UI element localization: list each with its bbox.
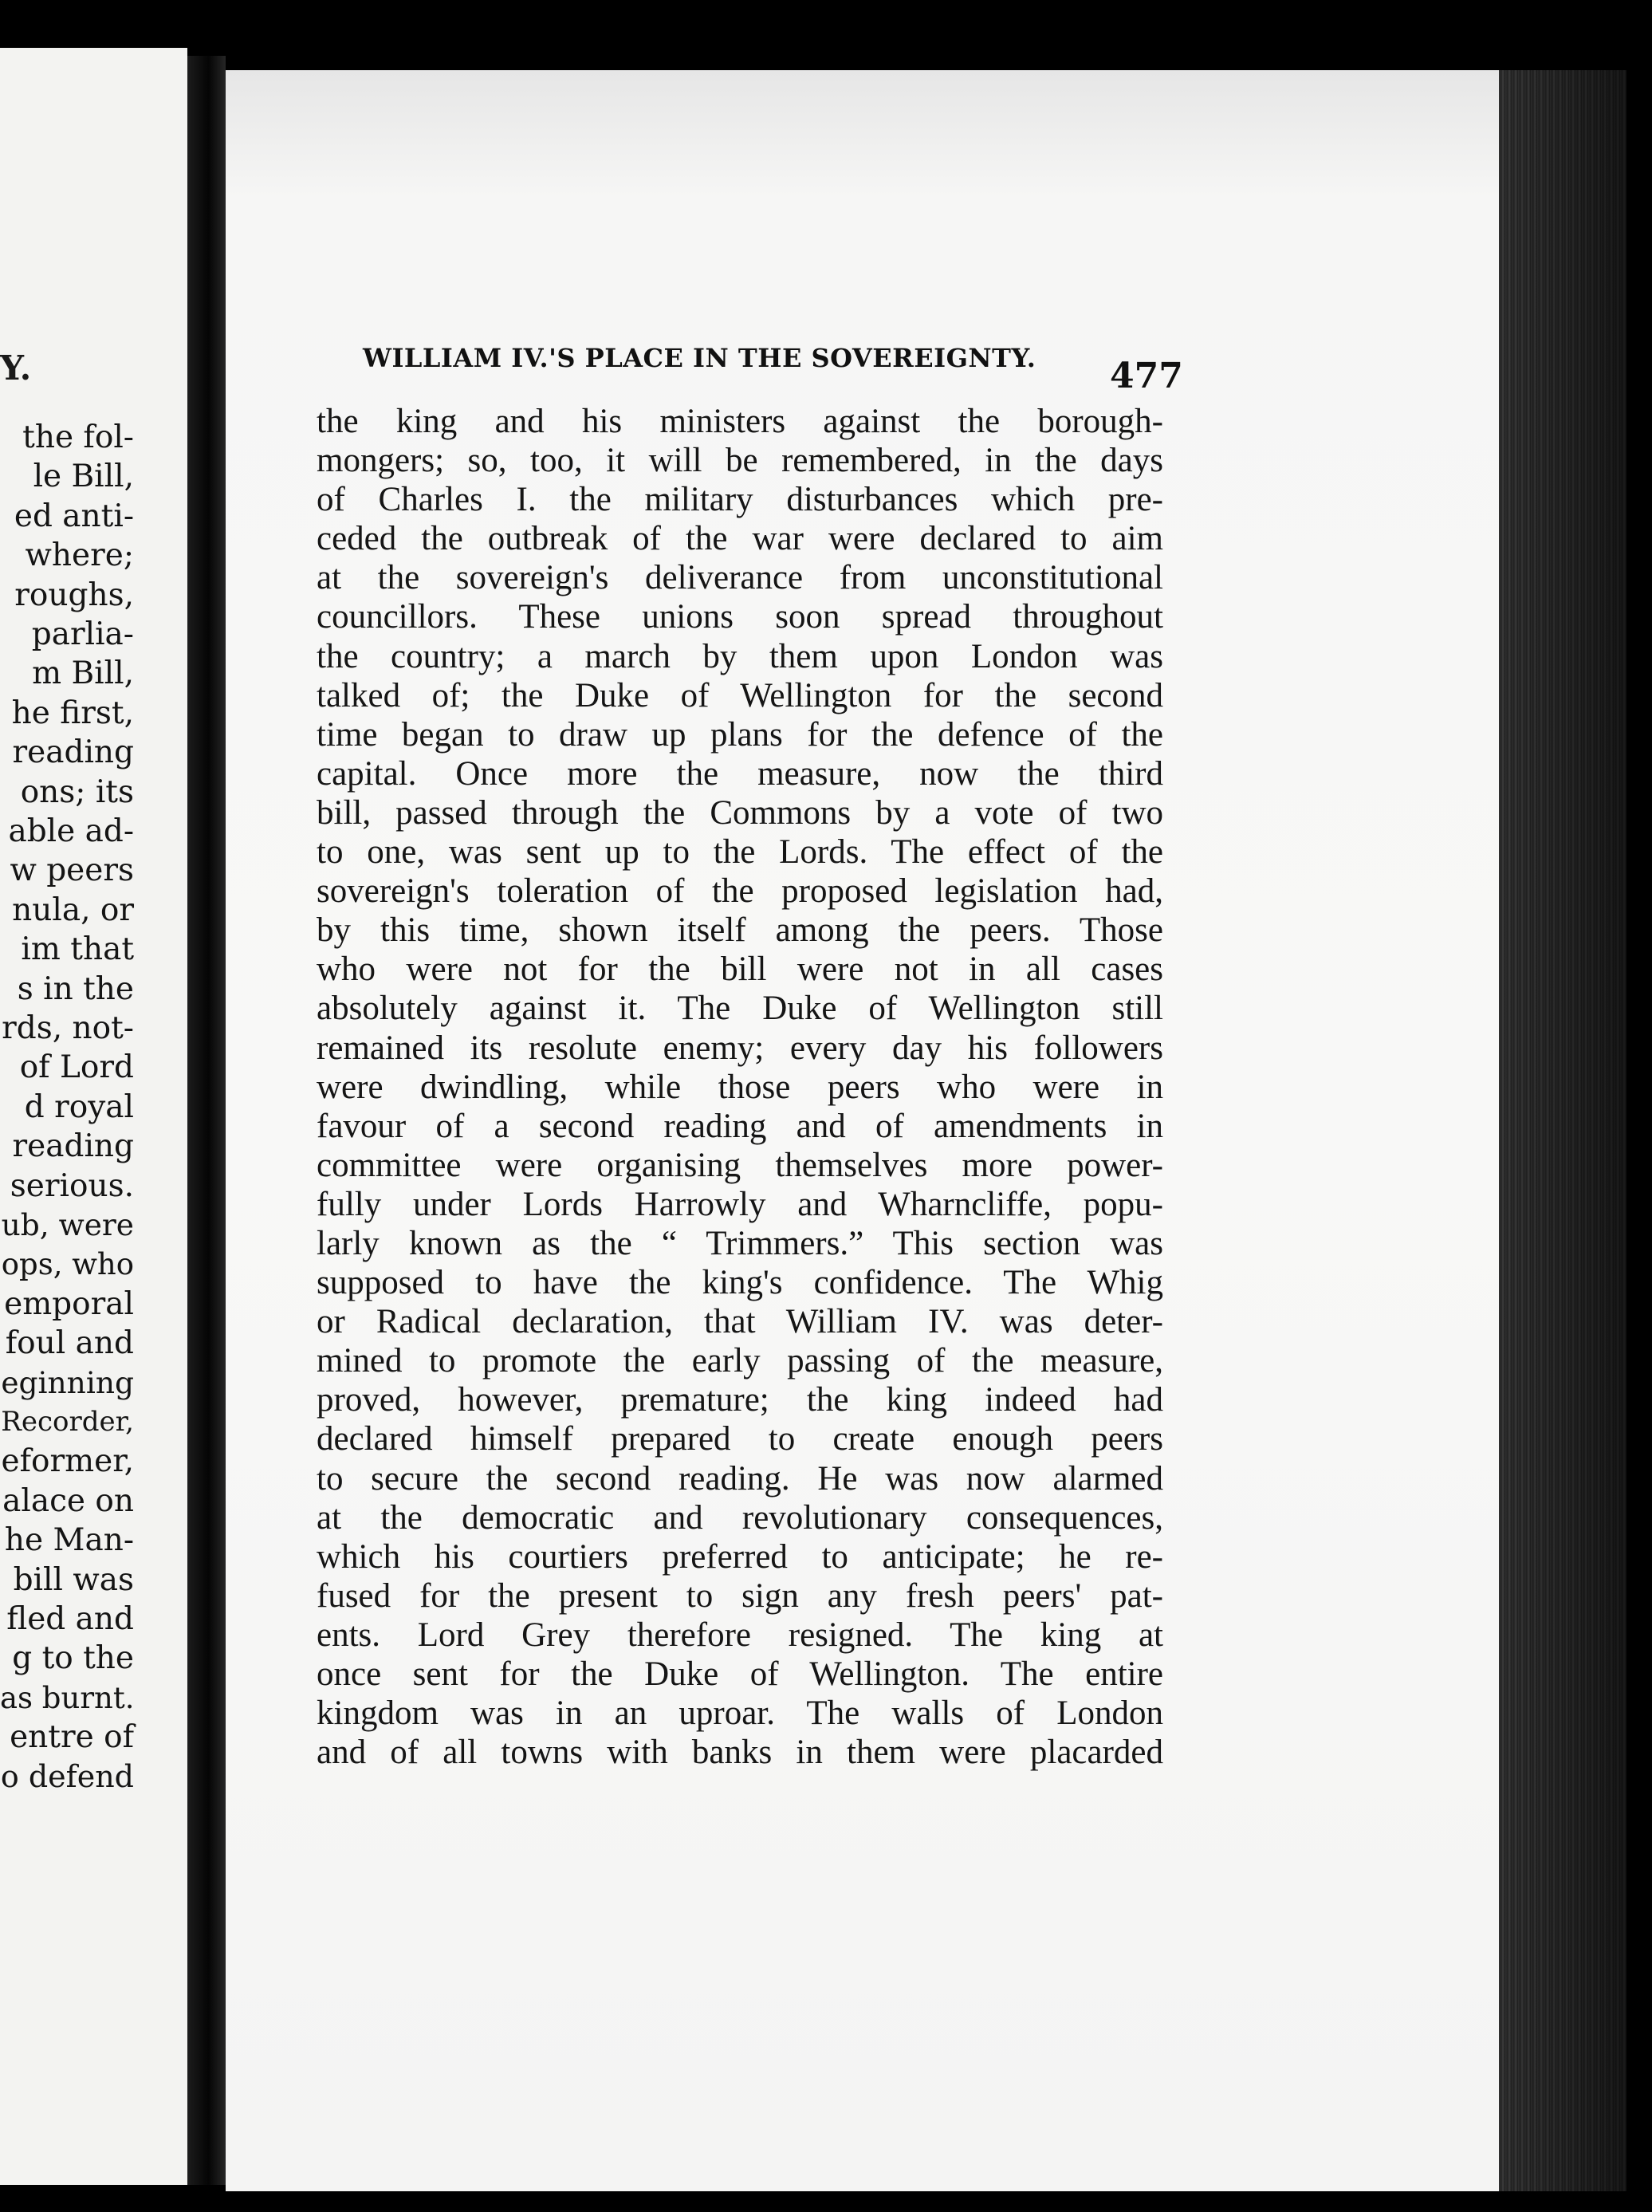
left-page-line: ed anti- (14, 498, 134, 534)
text-line: talked of; the Duke of Wellington for the second (317, 676, 1163, 714)
text-line: who were not for the bill were not in all cases (317, 951, 1163, 989)
text-line: ents. Lord Grey therefore resigned. The king at (317, 1616, 1163, 1654)
left-page-line: eformer, (1, 1443, 134, 1480)
text-line: at the sovereign's deliverance from unconstitutional (317, 559, 1163, 597)
left-page-line: he first, (11, 695, 134, 731)
left-page-line: fled and (6, 1601, 134, 1637)
left-page-line: ub, were (1, 1207, 134, 1242)
left-page-line: emporal (4, 1285, 134, 1322)
left-page-line: s in the (17, 970, 134, 1007)
left-page-line: nula, or (12, 891, 134, 928)
left-page-line: as burnt. (0, 1680, 135, 1715)
text-line: bill, passed through the Commons by a vote of two (317, 793, 1163, 832)
text-line: mongers; so, too, it will be remembered, in the days (317, 442, 1163, 480)
running-head: WILLIAM IV.'S PLACE IN THE SOVEREIGNTY. (363, 343, 1036, 373)
left-page-line: bill was (13, 1561, 134, 1598)
text-line: declared himself prepared to create enough peers (317, 1420, 1163, 1458)
text-line: fully under Lords Harrowly and Wharncliffe, popu- (317, 1185, 1163, 1223)
text-line: favour of a second reading and of amendments in (317, 1107, 1163, 1145)
text-line: proved, however, premature; the king indeed had (317, 1381, 1163, 1419)
text-line: were dwindling, while those peers who were in (317, 1068, 1163, 1106)
left-page-line: reading (12, 734, 134, 771)
left-page-line: reading (12, 1128, 134, 1165)
text-line: the country; a march by them upon London was (317, 637, 1163, 675)
text-line: mined to promote the early passing of the measure, (317, 1342, 1163, 1380)
text-line: by this time, shown itself among the peers. Those (317, 911, 1163, 950)
text-line: larly known as the “ Trimmers.” This section was (317, 1224, 1163, 1262)
text-line: time began to draw up plans for the defence of the (317, 715, 1163, 754)
left-page-line: le Bill, (33, 459, 134, 495)
left-page-line: able ad- (8, 813, 134, 849)
page-number: 477 (1110, 356, 1183, 396)
left-page-line: of Lord (19, 1049, 134, 1086)
text-line: committee were organising themselves more power- (317, 1146, 1163, 1184)
left-page-line: w peers (10, 852, 134, 889)
text-line: or Radical declaration, that William IV. was deter- (317, 1303, 1163, 1341)
left-page-chapter-mark: Y. (0, 348, 32, 388)
text-line: remained its resolute enemy; every day his followers (317, 1029, 1163, 1067)
left-facing-page (0, 48, 187, 2185)
text-line: fused for the present to sign any fresh peers' pat- (317, 1576, 1163, 1615)
text-line: which his courtiers preferred to anticipate; he re- (317, 1537, 1163, 1576)
page-edges-shade (1499, 70, 1626, 2191)
text-line: the king and his ministers against the borough- (317, 403, 1163, 440)
text-line: to secure the second reading. He was now alarmed (317, 1459, 1163, 1498)
text-line: capital. Once more the measure, now the third (317, 754, 1163, 793)
left-page-line: he Man- (4, 1522, 134, 1559)
text-line: ceded the outbreak of the war were declared to aim (317, 520, 1163, 558)
left-page-line: g to the (12, 1640, 134, 1677)
text-line: councillors. These unions soon spread throughout (317, 598, 1163, 636)
text-line: kingdom was in an uproar. The walls of London (317, 1694, 1163, 1733)
text-line: once sent for the Duke of Wellington. The entire (317, 1655, 1163, 1693)
left-page-line: ons; its (20, 773, 134, 810)
text-line: absolutely against it. The Duke of Wellington still (317, 990, 1163, 1028)
left-page-line: o defend (0, 1758, 134, 1794)
text-line: sovereign's toleration of the proposed legislation had, (317, 872, 1163, 911)
text-line: to one, was sent up to the Lords. The effect of the (317, 833, 1163, 872)
left-page-line: im that (21, 931, 134, 968)
left-page-line: rds, not- (2, 1010, 134, 1046)
left-page-line: where; (25, 537, 134, 574)
text-line: and of all towns with banks in them were placarded (317, 1734, 1163, 1772)
text-line: supposed to have the king's confidence. The Whig (317, 1264, 1163, 1302)
left-page-line: roughs, (14, 577, 134, 613)
text-line: at the democratic and revolutionary consequences, (317, 1498, 1163, 1537)
left-page-line: m Bill, (32, 655, 134, 692)
left-page-line: eginning (1, 1364, 134, 1400)
left-page-line: the fol- (22, 419, 134, 455)
left-page-line: entre of (10, 1719, 134, 1756)
left-page-line: parlia- (31, 616, 134, 652)
left-page-line: foul and (5, 1325, 134, 1362)
left-page-line: serious. (10, 1167, 134, 1204)
body-text (317, 402, 1163, 1772)
left-page-line: Recorder, (1, 1406, 134, 1438)
left-page-line: d royal (24, 1088, 134, 1125)
left-page-line: ops, who (1, 1247, 134, 1282)
left-page-line: alace on (2, 1482, 134, 1519)
book-gutter (187, 56, 226, 2185)
text-line: of Charles I. the military disturbances which pre- (317, 481, 1163, 519)
